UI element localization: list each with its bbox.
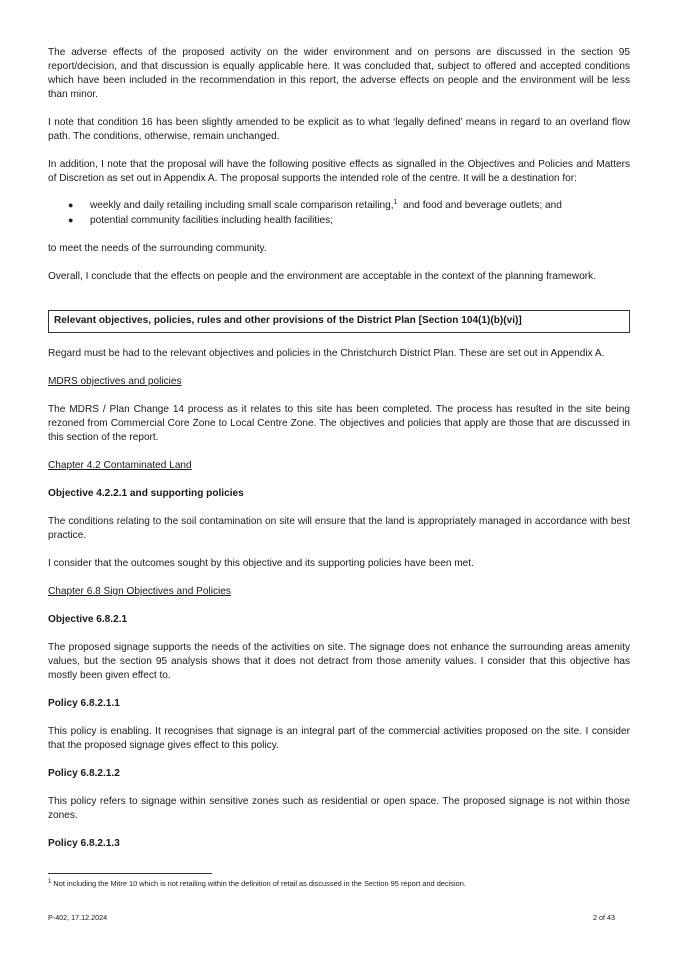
paragraph-mdrs: The MDRS / Plan Change 14 process as it relates to this site has been completed. The process has resulted in the site being rezoned from Commercial Core Zone to Local Centre Zone. The objectives and policies that apply are those that are discussed in this section of the report.	[48, 404, 630, 443]
list-item-text-continued: and food and beverage outlets; and	[397, 200, 562, 211]
paragraph-condition-16: I note that condition 16 has been slightly amended to be explicit as to what ‘legally defined’ means in regard to an overland flow path. The conditions, otherwise, remain unchanged.	[48, 117, 630, 142]
footer-document-ref: P-402, 17.12.2024	[48, 913, 108, 922]
paragraph-soil-contamination: The conditions relating to the soil contamination on site will ensure that the land is appropriately managed in accordance with best practice.	[48, 516, 630, 541]
positive-effects-list	[48, 198, 630, 228]
paragraph-policy-6-8-2-1-2: This policy refers to signage within sensitive zones such as residential or open space. The proposed signage is not within those zones.	[48, 796, 630, 821]
heading-policy-6-8-2-1-3: Policy 6.8.2.1.3	[48, 838, 120, 849]
bullet-icon: ●	[68, 200, 74, 210]
list-item-text: weekly and daily retailing including small scale comparison retailing,	[90, 200, 394, 211]
footnote-reference[interactable]: 1	[393, 199, 398, 206]
list-item	[48, 198, 630, 213]
paragraph-signage-objective: The proposed signage supports the needs of the activities on site. The signage does not enhance the surrounding areas amenity values, but the section 95 analysis shows that it does not detract from those amenity values. I consider that this objective has mostly been given effect to.	[48, 642, 630, 681]
heading-objective-6-8-2-1: Objective 6.8.2.1	[48, 614, 128, 625]
paragraph-community-needs: to meet the needs of the surrounding community.	[48, 243, 267, 254]
paragraph-conclusion: Overall, I conclude that the effects on people and the environment are acceptable in the context of the planning framework.	[48, 271, 597, 282]
heading-policy-6-8-2-1-2: Policy 6.8.2.1.2	[48, 768, 120, 779]
section-heading-box: Relevant objectives, policies, rules and other provisions of the District Plan [Section 104(1)(b)(vi)]	[48, 310, 630, 333]
heading-chapter-6-8: Chapter 6.8 Sign Objectives and Policies	[48, 586, 231, 597]
paragraph-policy-6-8-2-1-1: This policy is enabling. It recognises that signage is an integral part of the commercial activities proposed on the site. I consider that the proposed signage gives effect to this policy.	[48, 726, 630, 751]
footnote	[48, 879, 648, 889]
heading-mdrs: MDRS objectives and policies	[48, 376, 182, 387]
footnote-text: Not including the Mitre 10 which is not retailing within the definition of retail as discussed in the Section 95 report and decision.	[51, 879, 466, 888]
paragraph-outcomes-met: I consider that the outcomes sought by this objective and its supporting policies have been met.	[48, 558, 474, 569]
footnote-number: 1	[48, 879, 52, 885]
bullet-icon: ●	[68, 215, 74, 225]
heading-chapter-4-2: Chapter 4.2 Contaminated Land	[48, 460, 192, 471]
paragraph-adverse-effects: The adverse effects of the proposed activity on the wider environment and on persons are discussed in the section 95 report/decision, and that discussion is equally applicable here. It was concluded that, subject to offered and accepted conditions which have been included in the recommendation in this report, the adverse effects on people and the environment will be less than minor.	[48, 47, 630, 100]
footnote-divider	[48, 873, 212, 874]
footer-page-number: 2 of 43	[593, 913, 615, 922]
list-item	[48, 213, 630, 228]
heading-objective-4-2-2-1: Objective 4.2.2.1 and supporting policies	[48, 488, 244, 499]
list-item-text: potential community facilities including health facilities;	[90, 215, 333, 226]
paragraph-regard: Regard must be had to the relevant objectives and policies in the Christchurch District Plan. These are set out in Appendix A.	[48, 348, 605, 359]
paragraph-positive-effects: In addition, I note that the proposal will have the following positive effects as signalled in the Objectives and Policies and Matters of Discretion as set out in Appendix A. The proposal supports the intended role of the centre. It will be a destination for:	[48, 159, 630, 184]
page-body	[48, 46, 630, 851]
heading-policy-6-8-2-1-1: Policy 6.8.2.1.1	[48, 698, 120, 709]
